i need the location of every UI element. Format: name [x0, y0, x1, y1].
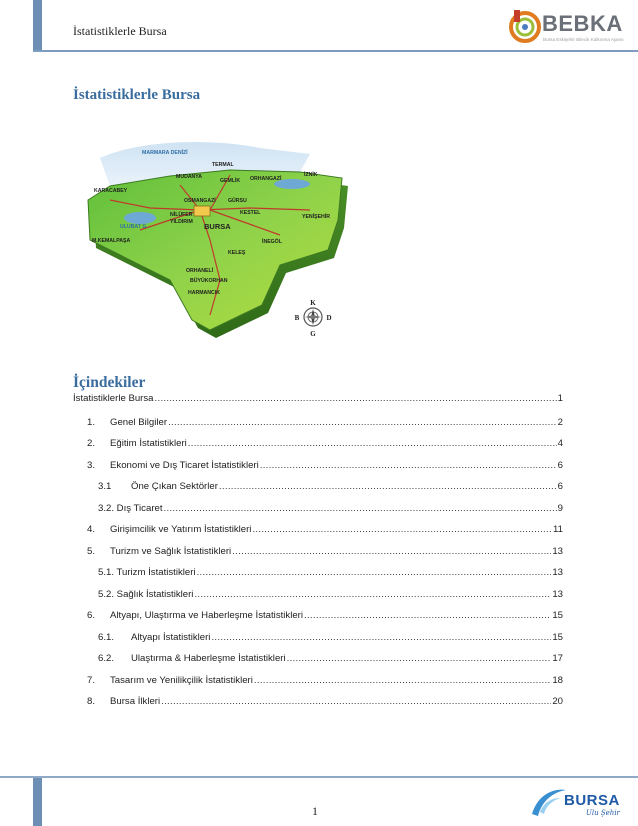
- toc-leader-dots: [252, 524, 552, 535]
- toc-entry-page: 15: [552, 632, 563, 643]
- toc-entry-label: Altyapı, Ulaştırma ve Haberleşme İstatistikleri: [110, 610, 303, 621]
- toc-entry-label: Ekonomi ve Dış Ticaret İstatistikleri: [110, 460, 259, 471]
- ulubat-lake: [124, 212, 156, 224]
- toc-entry-page: 11: [553, 524, 563, 535]
- toc-entry-label: Girişimcilik ve Yatırım İstatistikleri: [110, 524, 252, 535]
- toc-leader-dots: [232, 546, 551, 557]
- footer-rule: [0, 776, 638, 778]
- toc-leader-dots: [219, 481, 557, 492]
- toc-entry-page: 2: [557, 417, 563, 428]
- bebka-logo-text: BEBKA: [542, 11, 623, 36]
- toc-entry-page: 13: [552, 589, 563, 600]
- toc-entry-label: Tasarım ve Yenilikçilik İstatistikleri: [110, 675, 253, 686]
- map-label-gursu: GÜRSU: [228, 198, 247, 204]
- header-rule: [33, 50, 638, 52]
- toc-entry-label: Turizm ve Sağlık İstatistikleri: [110, 546, 232, 557]
- map-label-iznik: İZNİK: [304, 172, 318, 178]
- map-label-ulubat: ULUBAT G.: [120, 224, 148, 230]
- map-label-orhangazi: ORHANGAZİ: [250, 176, 282, 182]
- toc-entry-page: 1: [557, 393, 563, 404]
- toc-leader-dots: [188, 438, 557, 449]
- map-label-gemlik: GEMLİK: [220, 178, 241, 184]
- map-label-orhaneli: ORHANELİ: [186, 268, 214, 274]
- toc-entry-label: Öne Çıkan Sektörler: [131, 481, 218, 492]
- compass-east: D: [326, 314, 332, 322]
- toc-leader-dots: [254, 675, 551, 686]
- bursa-city-marker: [194, 206, 210, 216]
- map-label-buyukorhan: BÜYÜKORHAN: [190, 278, 228, 284]
- toc-leader-dots: [161, 696, 551, 707]
- toc-leader-dots: [260, 460, 557, 471]
- toc-leader-dots: [304, 610, 551, 621]
- bursa-logo-text: BURSA: [564, 792, 620, 809]
- toc-entry[interactable]: [87, 610, 563, 621]
- toc-entry-page: 13: [552, 546, 563, 557]
- toc-entry[interactable]: [98, 481, 563, 492]
- toc-entry-number: 6.: [87, 610, 96, 621]
- toc-leader-dots: [287, 653, 552, 664]
- toc-entry-number: 3.: [87, 460, 96, 471]
- toc-entry-number: 6.2.: [98, 653, 115, 664]
- toc-leader-dots: [197, 567, 552, 578]
- map-label-termal: TERMAL: [212, 162, 234, 168]
- toc-entry-number: 8.: [87, 696, 96, 707]
- map-label-bursa: BURSA: [204, 222, 231, 231]
- toc-entry-page: 13: [552, 567, 563, 578]
- toc-entry[interactable]: [87, 438, 563, 449]
- toc-entry[interactable]: [98, 503, 563, 514]
- map-label-kestel: KESTEL: [240, 210, 261, 216]
- bursa-map: [80, 130, 360, 350]
- toc-entry-number: 7.: [87, 675, 96, 686]
- toc-leader-dots: [211, 632, 551, 643]
- toc-entry[interactable]: [98, 653, 563, 664]
- map-label-mkemalpasa: M.KEMALPAŞA: [92, 238, 131, 244]
- map-label-sea: MARMARA DENİZİ: [142, 150, 188, 156]
- bebka-logo: [508, 8, 628, 48]
- toc-leader-dots: [164, 503, 557, 514]
- toc-entry-page: 6: [557, 460, 563, 471]
- toc-entry-page: 18: [552, 675, 563, 686]
- map-label-mudanya: MUDANYA: [176, 174, 203, 180]
- toc-entry-number: 4.: [87, 524, 96, 535]
- toc-entry-label: İstatistiklerle Bursa: [73, 393, 154, 404]
- toc-entry-number: 3.1: [98, 481, 112, 492]
- map-label-yildirim: YILDIRIM: [170, 219, 193, 225]
- page-number: 1: [312, 804, 318, 818]
- map-label-inegol: İNEGÖL: [262, 239, 282, 245]
- map-label-nilufer: NİLÜFER: [170, 212, 193, 218]
- toc-entry-page: 17: [552, 653, 563, 664]
- toc-entry[interactable]: [87, 675, 563, 686]
- toc-entry-label: Ulaştırma & Haberleşme İstatistikleri: [131, 653, 286, 664]
- map-label-keles: KELEŞ: [228, 250, 246, 256]
- bursa-map-illustration: [80, 130, 360, 350]
- toc-entry-page: 4: [557, 438, 563, 449]
- toc-entry-label: 5.2. Sağlık İstatistikleri: [98, 589, 194, 600]
- toc-entry-number: 1.: [87, 417, 96, 428]
- map-label-osmangazi: OSMANGAZİ: [184, 198, 216, 204]
- header-accent-bar: [33, 0, 42, 50]
- toc-leader-dots: [168, 417, 557, 428]
- toc-entry-label: Bursa İlkleri: [110, 696, 161, 707]
- toc-entry-label: Eğitim İstatistikleri: [110, 438, 187, 449]
- toc-entry-page: 20: [552, 696, 563, 707]
- toc-heading: İçindekiler: [73, 374, 146, 391]
- province-land: [88, 170, 342, 330]
- document-title: İstatistiklerle Bursa: [73, 87, 201, 103]
- bursa-logo: [528, 782, 628, 822]
- toc-entry[interactable]: [87, 417, 563, 428]
- compass-south: G: [310, 330, 316, 338]
- toc-entry-number: 6.1.: [98, 632, 115, 643]
- compass-north: K: [310, 299, 316, 307]
- toc-entry-page: 6: [557, 481, 563, 492]
- toc-entry[interactable]: [87, 460, 563, 471]
- bebka-emblem-icon: [508, 8, 542, 44]
- toc-entry-page: 9: [557, 503, 563, 514]
- bursa-logo-slogan: Ulu Şehir: [586, 809, 620, 817]
- toc-entry[interactable]: [98, 567, 563, 578]
- toc-entry-label: 5.1. Turizm İstatistikleri: [98, 567, 196, 578]
- footer-accent-bar: [33, 778, 42, 826]
- toc-entry[interactable]: [98, 632, 563, 643]
- toc-entry-number: 5.: [87, 546, 96, 557]
- toc-entry[interactable]: [87, 546, 563, 557]
- toc-entry[interactable]: [73, 393, 563, 404]
- toc-entry[interactable]: [87, 696, 563, 707]
- toc-entry-label: 3.2. Dış Ticaret: [98, 503, 163, 514]
- toc-entry-label: Altyapı İstatistikleri: [131, 632, 211, 643]
- bebka-logo-subtitle: Bursa Eskişehir Bilecik Kalkınma Ajansı: [543, 37, 624, 42]
- toc-entry-page: 15: [552, 610, 563, 621]
- toc-leader-dots: [155, 393, 557, 404]
- map-label-harmancik: HARMANCIK: [188, 290, 220, 296]
- toc-entry-label: Genel Bilgiler: [110, 417, 168, 428]
- compass-icon: [295, 299, 332, 338]
- toc-entry[interactable]: [98, 589, 563, 600]
- map-label-karacabey: KARACABEY: [94, 188, 128, 194]
- running-header-title: İstatistiklerle Bursa: [73, 24, 167, 38]
- compass-west: B: [294, 314, 300, 322]
- bursa-swoosh-icon: [528, 784, 568, 820]
- toc-entry[interactable]: [87, 524, 563, 535]
- map-label-yenisehir: YENİŞEHİR: [302, 214, 330, 220]
- toc-leader-dots: [194, 589, 551, 600]
- toc-entry-number: 2.: [87, 438, 96, 449]
